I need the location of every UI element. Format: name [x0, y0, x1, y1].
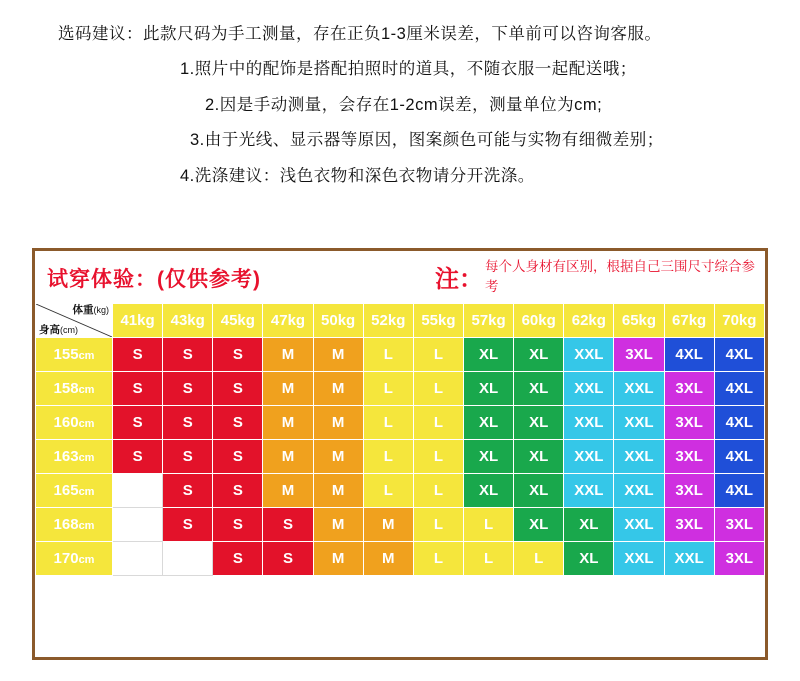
- size-cell-4-3: M: [263, 474, 313, 508]
- size-cell-4-9: XXL: [564, 474, 614, 508]
- size-cell-3-4: M: [313, 440, 363, 474]
- weight-col-10: 65kg: [614, 304, 664, 338]
- size-cell-6-0: [113, 542, 163, 576]
- size-cell-1-6: L: [413, 372, 463, 406]
- size-cell-5-3: S: [263, 508, 313, 542]
- size-cell-4-7: XL: [463, 474, 513, 508]
- size-cell-6-1: [163, 542, 213, 576]
- size-cell-6-6: L: [413, 542, 463, 576]
- size-cell-2-5: L: [363, 406, 413, 440]
- size-cell-6-9: XL: [564, 542, 614, 576]
- size-cell-6-5: M: [363, 542, 413, 576]
- table-row: [36, 508, 765, 542]
- size-cell-0-5: L: [363, 338, 413, 372]
- size-cell-4-11: 3XL: [664, 474, 714, 508]
- size-cell-3-10: XXL: [614, 440, 664, 474]
- weight-col-2: 45kg: [213, 304, 263, 338]
- size-cell-5-2: S: [213, 508, 263, 542]
- size-cell-3-1: S: [163, 440, 213, 474]
- size-cell-5-4: M: [313, 508, 363, 542]
- weight-col-1: 43kg: [163, 304, 213, 338]
- height-row-label-3: 163cm: [36, 440, 113, 474]
- size-cell-6-7: L: [463, 542, 513, 576]
- size-cell-0-2: S: [213, 338, 263, 372]
- note-item-2: 2.因是手动测量，会存在1-2cm误差，测量单位为cm;: [205, 95, 603, 114]
- height-row-label-5: 168cm: [36, 508, 113, 542]
- size-cell-2-0: S: [113, 406, 163, 440]
- size-cell-3-6: L: [413, 440, 463, 474]
- height-row-label-0: 155cm: [36, 338, 113, 372]
- weight-col-9: 62kg: [564, 304, 614, 338]
- size-cell-2-7: XL: [463, 406, 513, 440]
- size-cell-3-0: S: [113, 440, 163, 474]
- size-cell-5-11: 3XL: [664, 508, 714, 542]
- size-cell-5-8: XL: [514, 508, 564, 542]
- size-cell-3-7: XL: [463, 440, 513, 474]
- size-cell-1-0: S: [113, 372, 163, 406]
- weight-col-3: 47kg: [263, 304, 313, 338]
- table-row: [36, 372, 765, 406]
- size-cell-0-6: L: [413, 338, 463, 372]
- size-cell-4-6: L: [413, 474, 463, 508]
- table-row: [36, 542, 765, 576]
- axis-label-height: 身高(cm): [39, 323, 78, 336]
- size-cell-1-12: 4XL: [714, 372, 764, 406]
- weight-col-7: 57kg: [463, 304, 513, 338]
- size-cell-6-8: L: [514, 542, 564, 576]
- size-cell-2-2: S: [213, 406, 263, 440]
- size-cell-1-2: S: [213, 372, 263, 406]
- size-cell-0-7: XL: [463, 338, 513, 372]
- table-row: [36, 406, 765, 440]
- size-table-title: 试穿体验：(仅供参考): [47, 268, 261, 291]
- size-cell-6-2: S: [213, 542, 263, 576]
- size-cell-0-0: S: [113, 338, 163, 372]
- note-reference-text: 每个人身材有区别，根据自己三围尺寸综合参考: [485, 259, 755, 294]
- weight-col-5: 52kg: [363, 304, 413, 338]
- weight-col-12: 70kg: [714, 304, 764, 338]
- size-cell-6-3: S: [263, 542, 313, 576]
- note-item-1: 1.照片中的配饰是搭配拍照时的道具，不随衣服一起配送哦；: [180, 60, 637, 79]
- table-row: [36, 338, 765, 372]
- note-item-4: 4.洗涤建议：浅色衣物和深色衣物请分开洗涤。: [180, 166, 535, 185]
- axis-corner-cell: [36, 304, 113, 338]
- weight-col-0: 41kg: [113, 304, 163, 338]
- size-cell-4-10: XXL: [614, 474, 664, 508]
- size-cell-2-11: 3XL: [664, 406, 714, 440]
- size-cell-5-0: [113, 508, 163, 542]
- size-cell-3-8: XL: [514, 440, 564, 474]
- size-cell-3-11: 3XL: [664, 440, 714, 474]
- size-cell-0-10: 3XL: [614, 338, 664, 372]
- size-cell-5-1: S: [163, 508, 213, 542]
- size-cell-1-11: 3XL: [664, 372, 714, 406]
- size-cell-1-1: S: [163, 372, 213, 406]
- size-table-frame: [32, 248, 768, 660]
- size-cell-0-8: XL: [514, 338, 564, 372]
- size-matrix-table: [35, 303, 765, 576]
- size-cell-3-5: L: [363, 440, 413, 474]
- size-cell-0-4: M: [313, 338, 363, 372]
- size-cell-2-3: M: [263, 406, 313, 440]
- size-cell-0-9: XXL: [564, 338, 614, 372]
- size-cell-2-6: L: [413, 406, 463, 440]
- size-cell-2-1: S: [163, 406, 213, 440]
- size-cell-3-2: S: [213, 440, 263, 474]
- height-row-label-2: 160cm: [36, 406, 113, 440]
- notes-block: [0, 0, 800, 187]
- size-cell-2-8: XL: [514, 406, 564, 440]
- size-cell-2-12: 4XL: [714, 406, 764, 440]
- size-cell-0-1: S: [163, 338, 213, 372]
- size-cell-3-12: 4XL: [714, 440, 764, 474]
- weight-col-4: 50kg: [313, 304, 363, 338]
- size-cell-1-8: XL: [514, 372, 564, 406]
- size-table-header: [35, 251, 765, 303]
- size-cell-1-10: XXL: [614, 372, 664, 406]
- note-item-3: 3.由于光线、显示器等原因，图案颜色可能与实物有细微差别；: [190, 131, 664, 150]
- weight-col-11: 67kg: [664, 304, 714, 338]
- size-cell-1-9: XXL: [564, 372, 614, 406]
- weight-col-6: 55kg: [413, 304, 463, 338]
- size-cell-1-3: M: [263, 372, 313, 406]
- table-row: [36, 440, 765, 474]
- size-cell-2-10: XXL: [614, 406, 664, 440]
- size-cell-5-6: L: [413, 508, 463, 542]
- table-row: [36, 474, 765, 508]
- size-cell-3-3: M: [263, 440, 313, 474]
- note-lead: 选码建议：此款尺码为手工测量，存在正负1-3厘米误差，下单前可以咨询客服。: [58, 25, 662, 43]
- size-cell-0-3: M: [263, 338, 313, 372]
- size-cell-6-10: XXL: [614, 542, 664, 576]
- size-cell-4-12: 4XL: [714, 474, 764, 508]
- size-cell-5-9: XL: [564, 508, 614, 542]
- size-cell-4-5: L: [363, 474, 413, 508]
- height-row-label-6: 170cm: [36, 542, 113, 576]
- size-cell-4-2: S: [213, 474, 263, 508]
- axis-label-weight: 体重(kg): [72, 304, 109, 316]
- note-mark-label: 注：: [435, 266, 483, 293]
- size-cell-4-4: M: [313, 474, 363, 508]
- size-cell-1-5: L: [363, 372, 413, 406]
- size-cell-5-7: L: [463, 508, 513, 542]
- size-cell-4-0: [113, 474, 163, 508]
- height-row-label-1: 158cm: [36, 372, 113, 406]
- size-cell-5-5: M: [363, 508, 413, 542]
- size-cell-1-4: M: [313, 372, 363, 406]
- size-cell-2-4: M: [313, 406, 363, 440]
- size-cell-2-9: XXL: [564, 406, 614, 440]
- size-cell-5-10: XXL: [614, 508, 664, 542]
- weight-col-8: 60kg: [514, 304, 564, 338]
- size-cell-0-12: 4XL: [714, 338, 764, 372]
- size-cell-0-11: 4XL: [664, 338, 714, 372]
- size-cell-6-12: 3XL: [714, 542, 764, 576]
- size-cell-6-11: XXL: [664, 542, 714, 576]
- size-matrix-body: [36, 338, 765, 576]
- size-cell-4-8: XL: [514, 474, 564, 508]
- size-cell-4-1: S: [163, 474, 213, 508]
- size-cell-3-9: XXL: [564, 440, 614, 474]
- size-cell-5-12: 3XL: [714, 508, 764, 542]
- height-row-label-4: 165cm: [36, 474, 113, 508]
- size-cell-1-7: XL: [463, 372, 513, 406]
- size-cell-6-4: M: [313, 542, 363, 576]
- table-header-row: [36, 304, 765, 338]
